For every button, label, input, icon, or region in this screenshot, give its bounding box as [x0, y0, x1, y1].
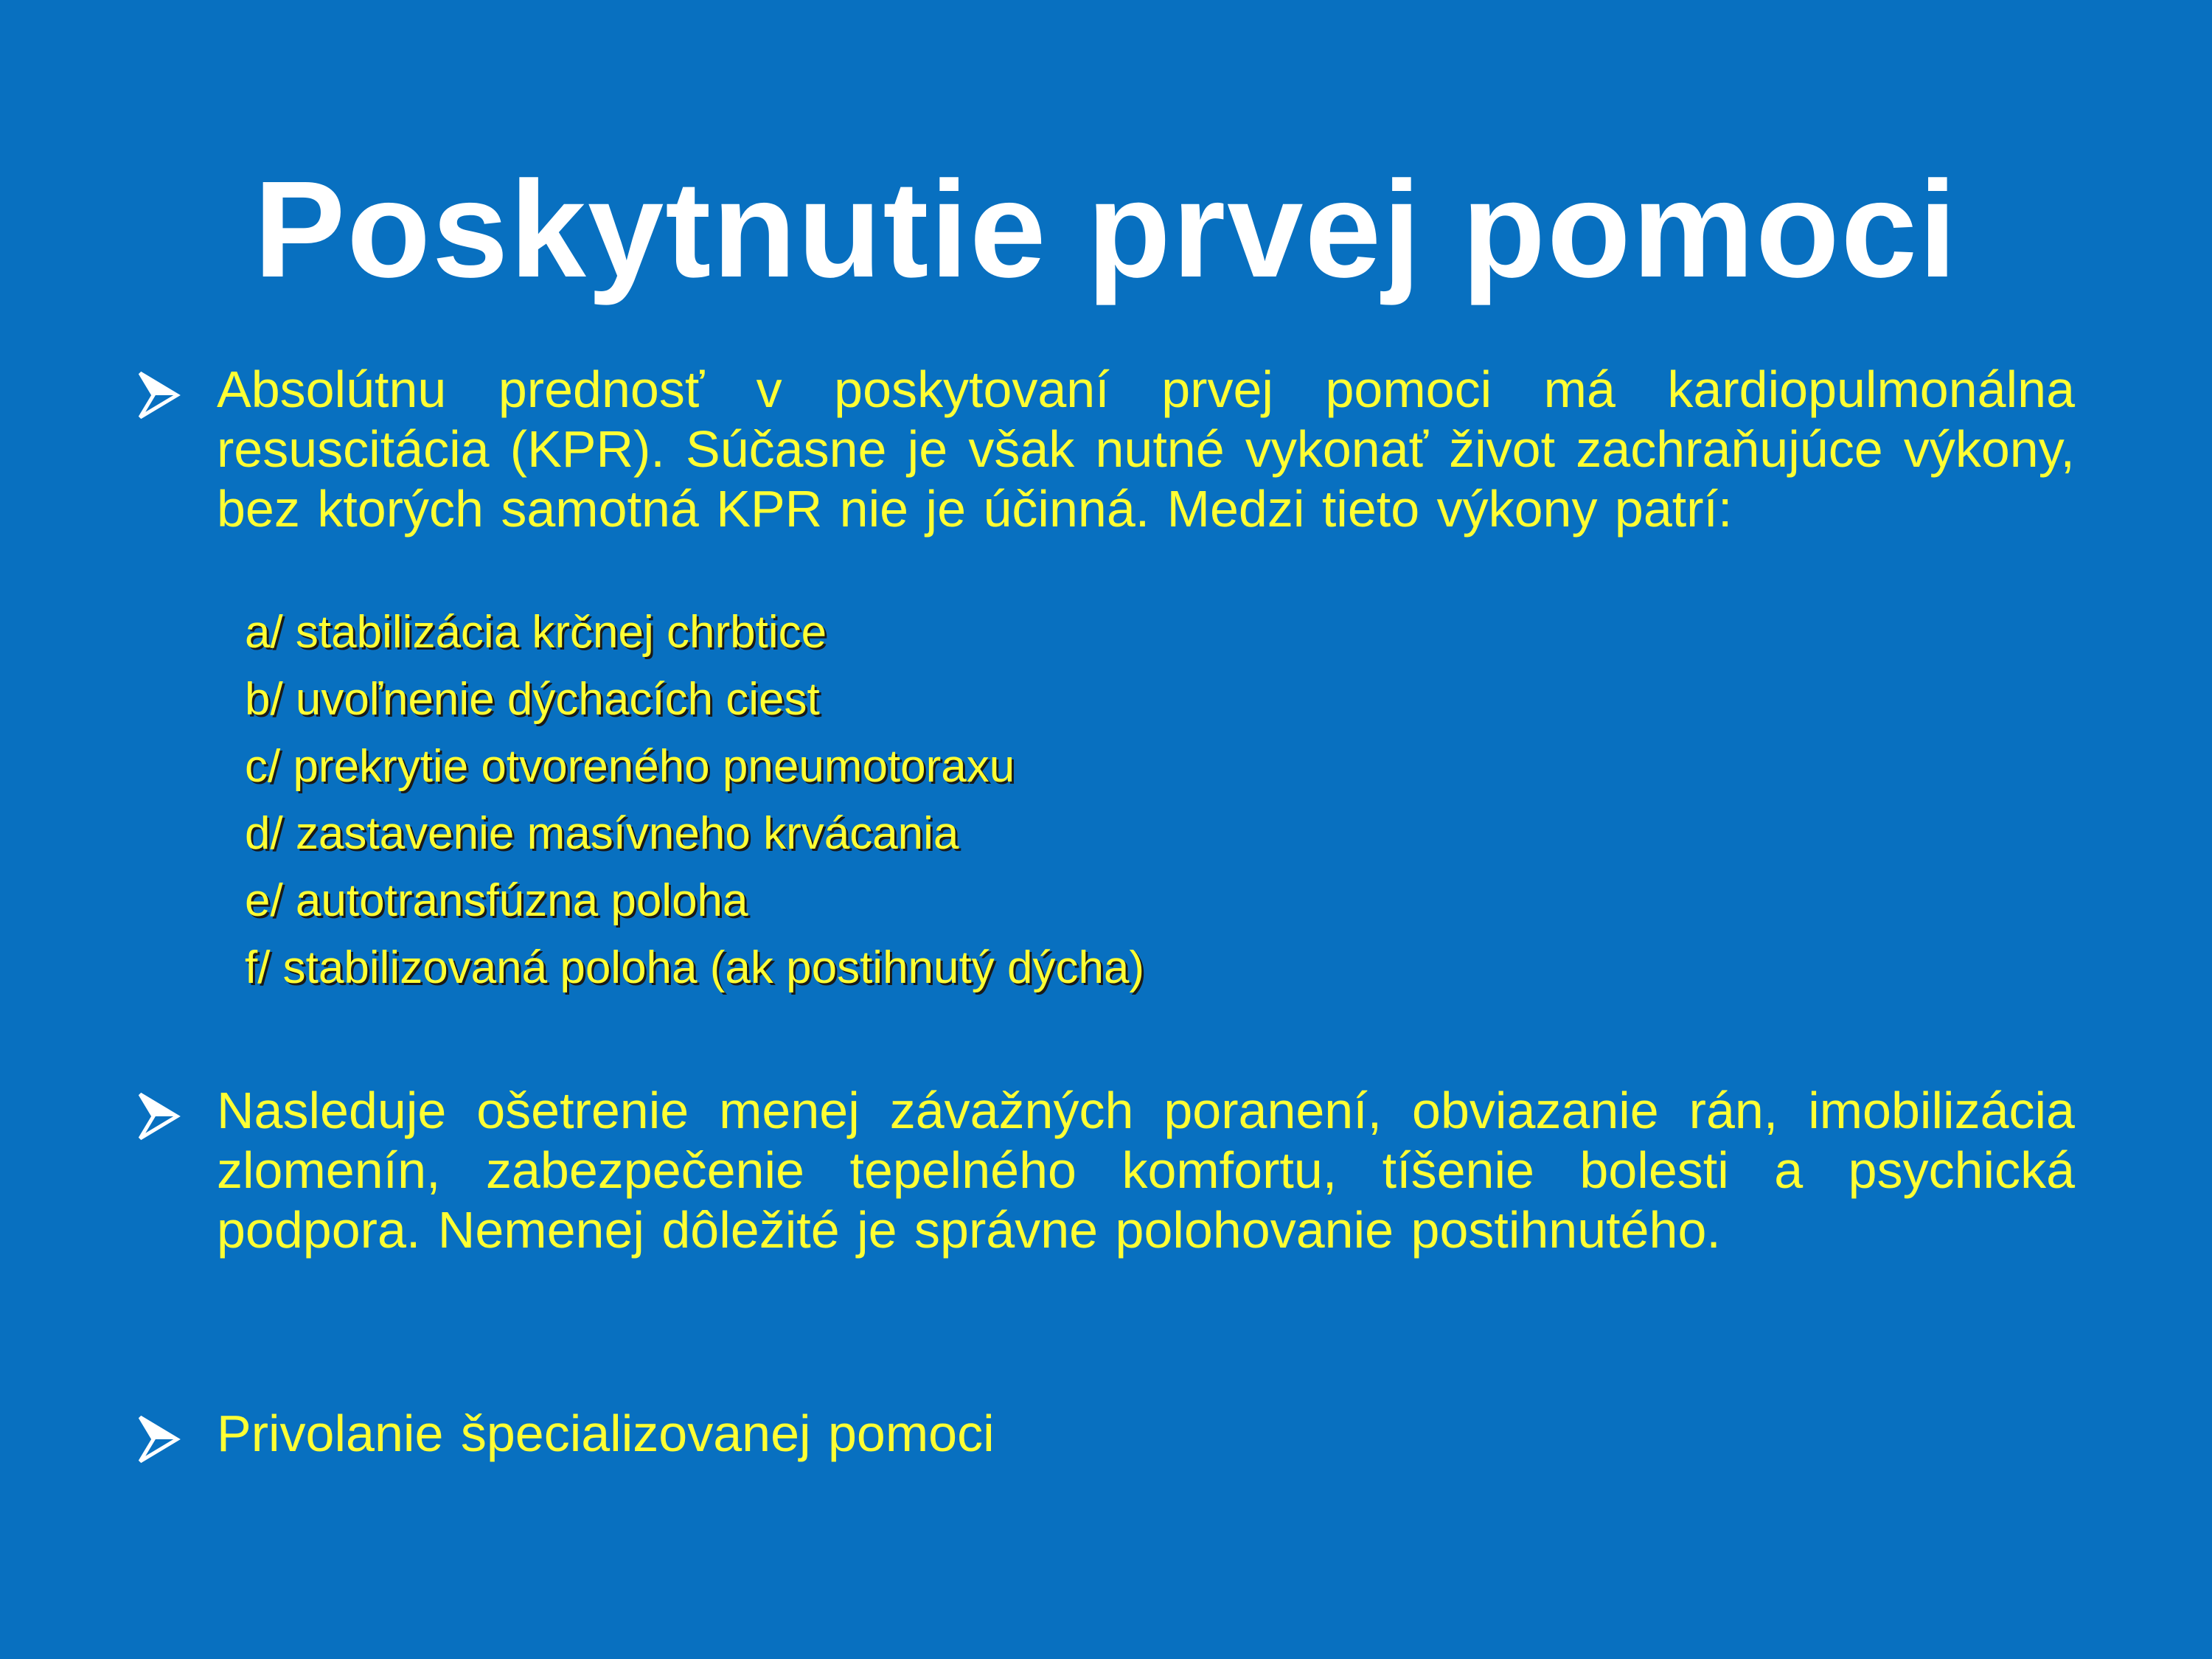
arrow-bullet-icon [134, 1087, 186, 1146]
arrow-bullet-icon [134, 1410, 186, 1469]
bullet-text: Absolútnu prednosť v poskytovaní prvej pomoci má kardiopulmonálna resuscitácia (KPR). Súčasne je však nutné vykonať život zachraňujúce výkony, bez ktorých samotná KPR nie je účinná. Medzi tieto výkony patrí: [217, 361, 2075, 538]
bullet-text: Privolanie špecializovanej pomoci [217, 1405, 995, 1462]
sub-list-item: c/ prekrytie otvoreného pneumotoraxu [245, 741, 1015, 792]
sub-list-item: f/ stabilizovaná poloha (ak postihnutý dýcha) [245, 942, 1145, 993]
sub-list-item: e/ autotransfúzna poloha [245, 875, 748, 926]
sub-list-item: b/ uvoľnenie dýchacích ciest [245, 674, 820, 725]
slide-title: Poskytnutie prvej pomoci [254, 153, 1958, 306]
arrow-bullet-icon [134, 366, 186, 425]
bullet-text: Nasleduje ošetrenie menej závažných poranení, obviazanie rán, imobilizácia zlomenín, zabezpečenie tepelného komfortu, tíšenie bolesti a psychická podpora. Nemenej dôležité je správne polohovanie postihnutého. [217, 1082, 2075, 1259]
sub-list [245, 599, 1719, 1001]
sub-list-item: d/ zastavenie masívneho krvácania [245, 808, 959, 859]
sub-list-item: a/ stabilizácia krčnej chrbtice [245, 607, 827, 658]
